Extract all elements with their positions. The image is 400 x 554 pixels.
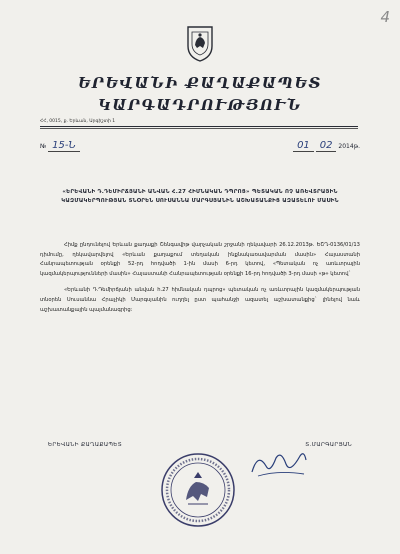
date-suffix: թ. xyxy=(353,143,360,150)
number-prefix: № xyxy=(40,143,47,150)
official-round-stamp-icon xyxy=(160,452,236,528)
date-month: 02 xyxy=(316,140,337,152)
document-number xyxy=(40,140,80,151)
org-address: ՀՀ, 0015, ք. Երևան, Արգիշտի 1 xyxy=(40,119,116,124)
org-title xyxy=(0,72,400,116)
header-divider xyxy=(40,126,358,127)
body-paragraph-1: Հիմք ընդունելով Երևան քաղաքի Շենգավիթ վարչական շրջանի ղեկավարի 26.12.2013թ. ԵՇՂ-0136/01/13 դիմումը, ղեկավարվելով «Երևան քաղաքում տեղական ինքնակառավարման մասին» Հայաստանի Հանրապետության օրենքի 52-րդ հոդվածի 1-ին մասի 6-րդ կետով, «Պետական ոչ առևտրային կազմակերպությունների մասին» Հայաստանի Հանրապետության օրենքի 16-րդ հոդվածի 3-րդ մասի «թ» կետով` xyxy=(40,242,360,277)
handwritten-signature-icon xyxy=(248,446,310,482)
decree-heading: «ԵՐԵՎԱՆԻ Դ.ԴԵՄԻՐՃՅԱՆԻ ԱՆՎԱՆ Հ.27 ՀԻՄՆԱԿԱՆ ԴՊՐՈՑ» ՊԵՏԱԿԱՆ ՈՉ ԱՌԵՎՏՐԱՅԻՆ ԿԱԶՄԱԿԵՐՊՈՒԹՅԱՆ ՏՆՕՐԵՆ ՍՈՒՍԱՆՆԱ ՄԱՐԳՍՅԱՆԻՆ ԱՇԽԱՏԱՆՔԻՑ ԱԶԱՏԵԼՈՒ ՄԱՍԻՆ xyxy=(61,189,339,204)
header-divider-thin xyxy=(40,128,358,129)
date-year: 2014 xyxy=(338,143,354,150)
corner-page-mark: 4 xyxy=(380,8,390,26)
number-value: 15-Ն xyxy=(48,140,80,152)
date-day: 01 xyxy=(293,140,314,152)
document-date xyxy=(293,140,360,151)
decree-body xyxy=(40,241,360,322)
coat-of-arms-icon xyxy=(186,24,214,62)
body-paragraph-2: «Երևանի Դ.Դեմիրճյանի անվան հ.27 հիմնական դպրոց» պետական ոչ առևտրային կազմակերպության տնօրեն Սուսաննա Հրաչիկի Մարգսյանին ուղղել ըստ պահանջի ազատել աշխատանքից` լինելով նաև աշխատանքային պայմանագրից: xyxy=(40,287,360,313)
org-title-line1: ԵՐԵՎԱՆԻ ՔԱՂԱՔԱՊԵՏ xyxy=(78,74,322,92)
signatory-title: ԵՐԵՎԱՆԻ ՔԱՂԱՔԱՊԵՏ xyxy=(48,442,122,448)
signatory-name: Տ.ՄԱՐԳԱՐՅԱՆ xyxy=(305,442,352,448)
org-title-line2: ԿԱՐԳԱԴՐՈՒԹՅՈՒՆ xyxy=(98,96,302,114)
